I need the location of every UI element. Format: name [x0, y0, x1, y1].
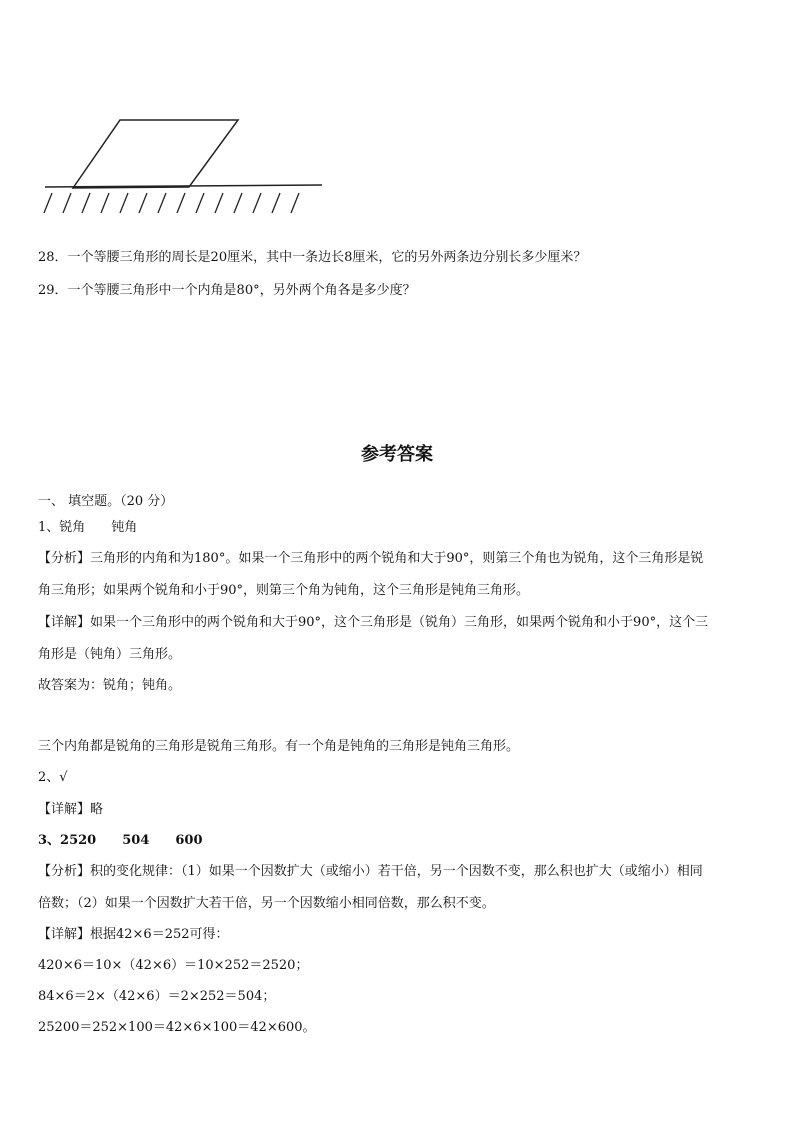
answer-1-analysis-line-1: 【分析】三角形的内角和为180°。如果一个三角形中的两个锐角和大于90°，则第三个角也为锐角，这个三角形是锐 [38, 551, 704, 566]
answer-3-equation-3: 25200＝252×100＝42×6×100＝42×600。 [38, 1020, 316, 1035]
answer-3-equation-2: 84×6＝2×（42×6）＝2×252＝504； [38, 989, 276, 1004]
answer-2-label: 2、√ [38, 770, 68, 785]
answer-3-detail: 【详解】根据42×6＝252可得： [38, 927, 229, 942]
answer-2-detail: 【详解】略 [38, 802, 104, 817]
answer-1-analysis-line-2: 角三角形；如果两个锐角和小于90°，则第三个角为钝角，这个三角形是钝角三角形。 [38, 583, 530, 598]
answer-3-label: 3、2520 504 600 [38, 833, 203, 848]
parallelogram-figure [40, 110, 330, 220]
answer-1-detail-line-1: 【详解】如果一个三角形中的两个锐角和大于90°，这个三角形是（锐角）三角形，如果两个锐角和小于90°，这个三 [38, 615, 709, 630]
answer-3-analysis-line-2: 倍数；（2）如果一个因数扩大若干倍，另一个因数缩小相同倍数，那么积不变。 [38, 896, 495, 911]
answer-1-conclusion: 故答案为：锐角；钝角。 [38, 678, 182, 693]
answer-3-equation-1: 420×6＝10×（42×6）＝10×252＝2520； [38, 958, 309, 973]
section-heading: 一、 填空题。（20 分） [38, 494, 174, 509]
parallelogram-shape [73, 120, 238, 188]
question-28: 28．一个等腰三角形的周长是20厘米，其中一条边长8厘米，它的另外两条边分别长多少厘米？ [38, 250, 587, 265]
hatch-marks [44, 193, 299, 213]
answer-3-analysis-line-1: 【分析】积的变化规律：（1）如果一个因数扩大（或缩小）若干倍，另一个因数不变，那么积也扩大（或缩小）相同 [38, 864, 703, 879]
answer-1-note: 三个内角都是锐角的三角形是锐角三角形。有一个角是钝角的三角形是钝角三角形。 [38, 739, 520, 754]
answer-1-label: 1、锐角 钝角 [38, 520, 138, 535]
answer-title: 参考答案 [361, 444, 433, 465]
answer-1-detail-line-2: 角形是（钝角）三角形。 [38, 647, 182, 662]
question-29: 29．一个等腰三角形中一个内角是80°，另外两个角各是多少度？ [38, 283, 416, 298]
